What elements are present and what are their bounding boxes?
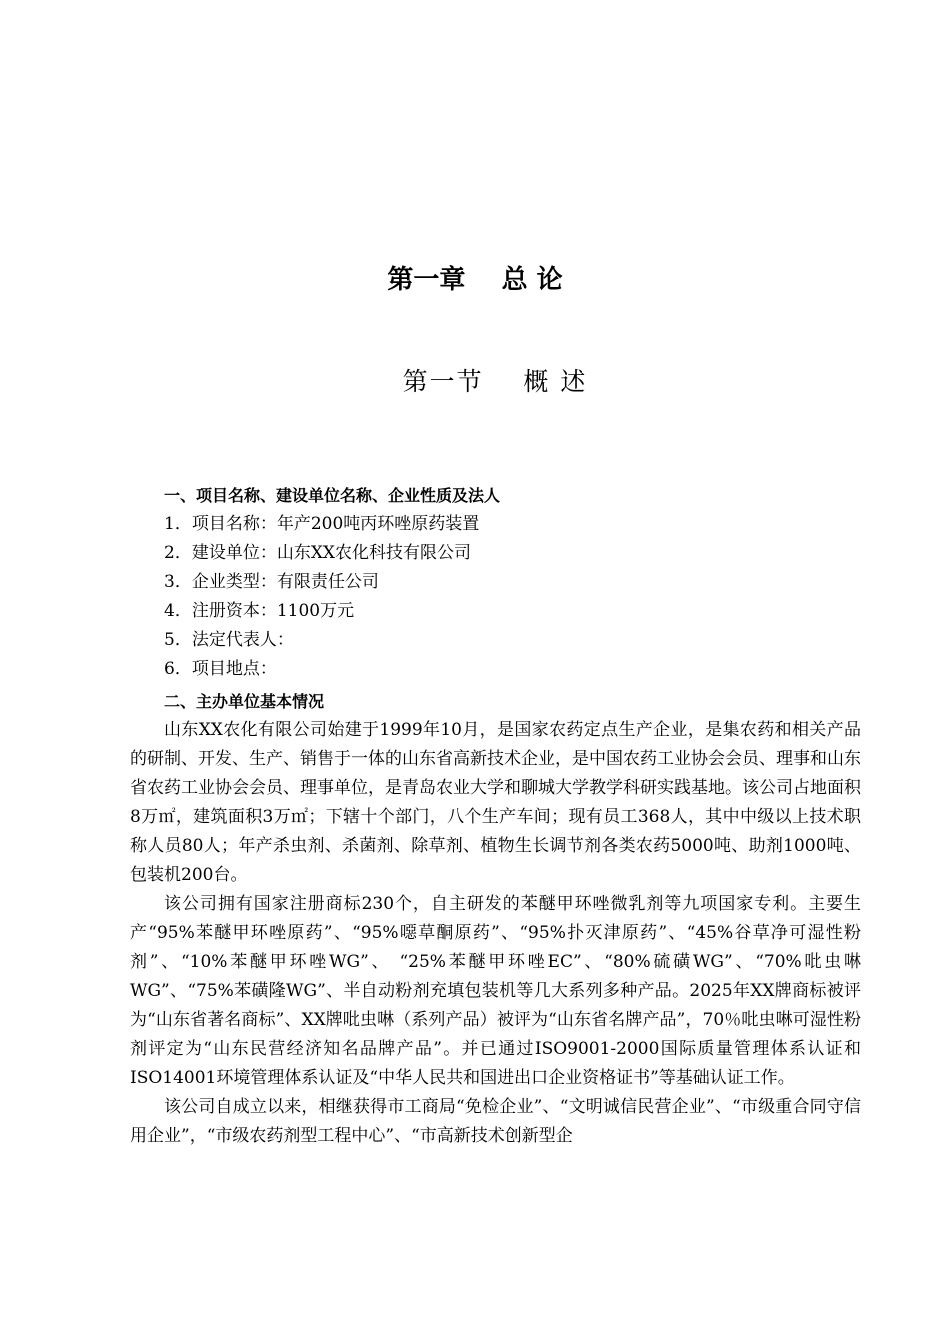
item-registered-capital: 4．注册资本：1100万元 — [164, 601, 355, 621]
part2-heading: 二、主办单位基本情况 — [164, 692, 325, 711]
paragraph: 该公司拥有国家注册商标230个，自主研发的苯醚甲环唑微乳剂等九项国家专利。主要生产“95%苯醚甲环唑原药”、“95%噁草酮原药”、“95%扑灭津原药”、“45%谷草净可湿性粉剂”、“10%苯醚甲环唑WG”、 “25%苯醚甲环唑EC”、“80%硫磺WG”、“70%吡虫啉WG”、“75%苯磺隆WG”、半自动粉剂充填包装机等几大系列多种产品。2025年XX牌商标被评为“山东省著名商标”、XX牌吡虫啉（系列产品）被评为“山东省名牌产品”，70％吡虫啉可湿性粉剂评定为“山东民营经济知名品牌产品”。并已通过ISO9001-2000国际质量管理体系认证和ISO14001环境管理体系认证及“中华人民共和国进出口企业资格证书”等基础认证工作。 — [130, 894, 861, 1088]
paragraph: 该公司自成立以来，相继获得市工商局“免检企业”、“文明诚信民营企业”、“市级重合同守信用企业”，“市级农药剂型工程中心”、“市高新技术创新型企 — [130, 1097, 861, 1146]
item-project-location: 6．项目地点： — [164, 659, 277, 679]
paragraph: 山东XX农化有限公司始建于1999年10月，是国家农药定点生产企业，是集农药和相关产品的研制、开发、生产、销售于一体的山东省高新技术企业，是中国农药工业协会会员、理事和山东省农药工业协会会员、理事单位，是青岛农业大学和聊城大学教学科研实践基地。该公司占地面积8万㎡，建筑面积3万㎡；下辖十个部门，八个生产车间；现有员工368人，其中中级以上技术职称人员80人；年产杀虫剂、杀菌剂、除草剂、植物生长调节剂各类农药5000吨、助剂1000吨、包装机200台。 — [130, 720, 861, 885]
item-project-name: 1．项目名称：年产200吨丙环唑原药装置 — [164, 514, 480, 534]
document-body — [130, 481, 861, 1151]
section-title: 第一节 概 述 — [402, 367, 588, 396]
item-construction-unit: 2．建设单位：山东XX农化科技有限公司 — [164, 543, 472, 563]
chapter-title: 第一章 总 论 — [387, 265, 563, 295]
item-legal-representative: 5．法定代表人： — [164, 630, 294, 650]
part1-heading: 一、项目名称、建设单位名称、企业性质及法人 — [164, 486, 501, 505]
item-enterprise-type: 3．企业类型：有限责任公司 — [164, 572, 379, 592]
